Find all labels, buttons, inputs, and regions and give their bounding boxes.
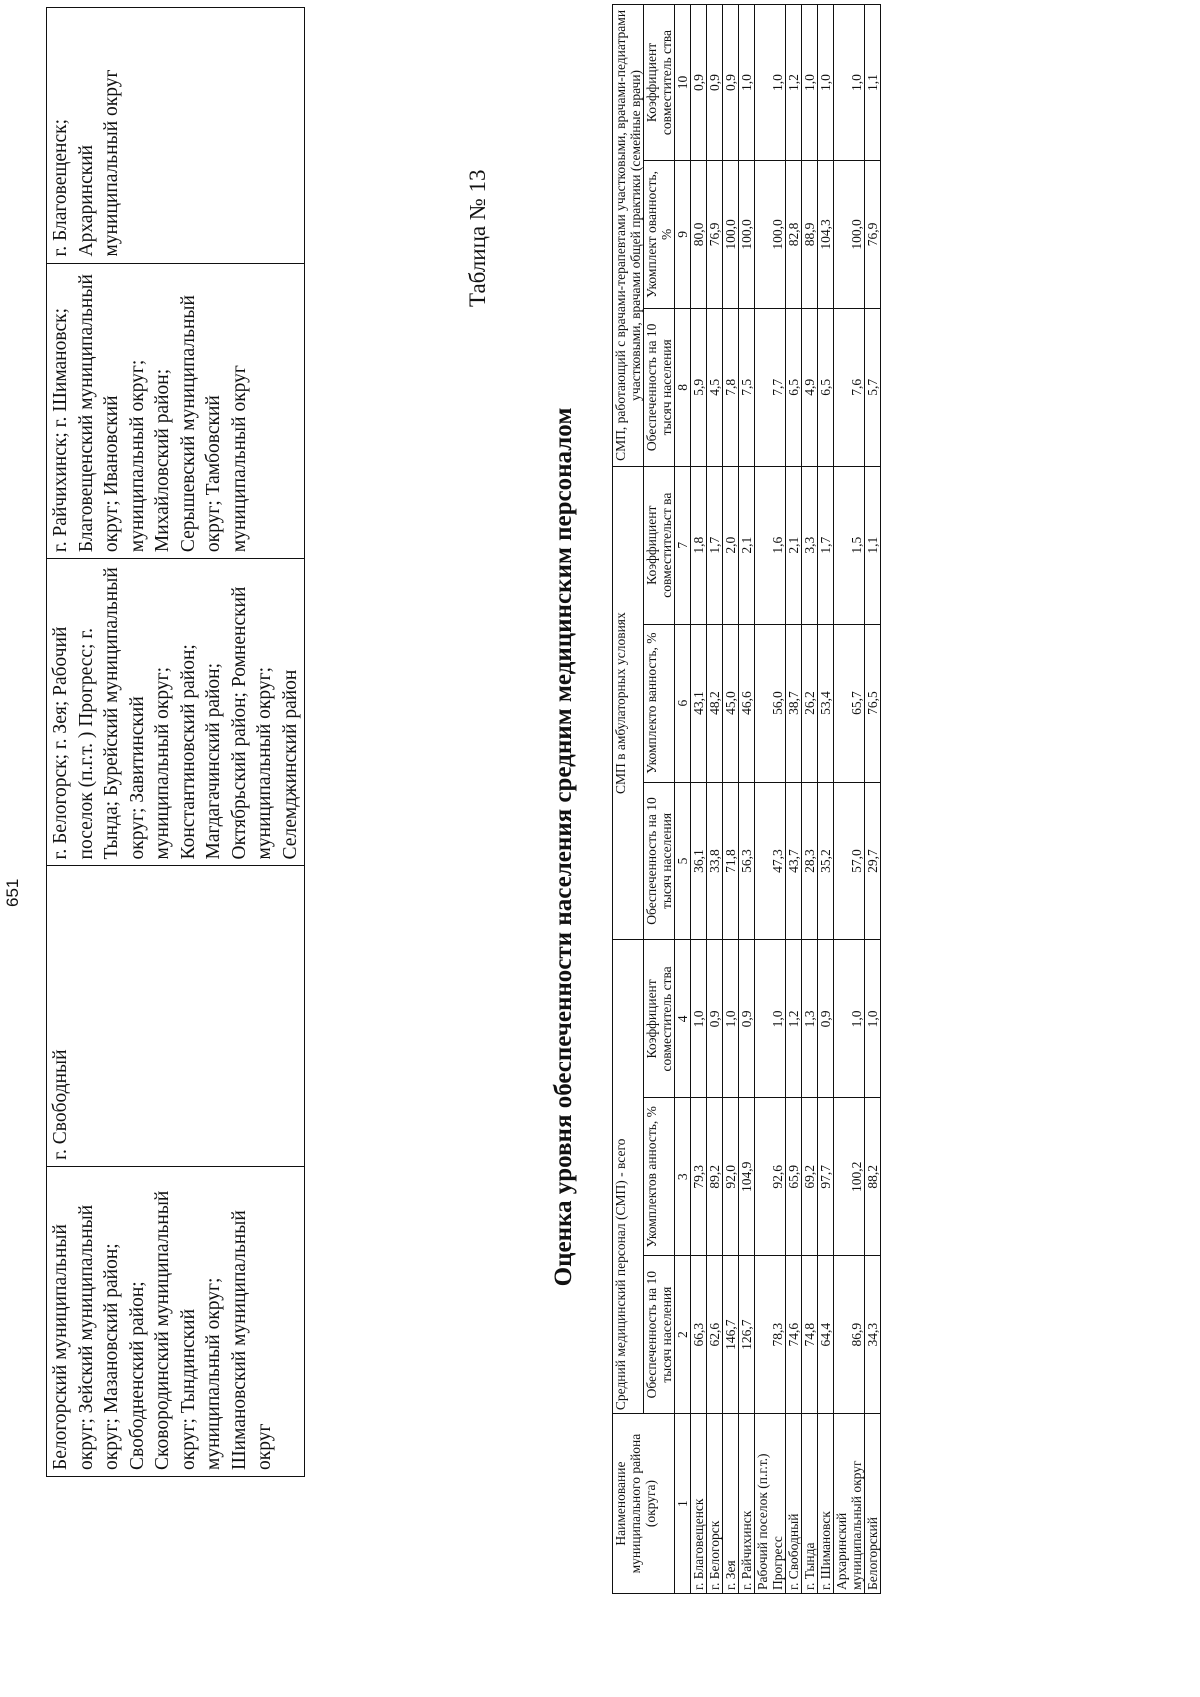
column-index: 6 bbox=[675, 624, 691, 782]
table-cell: 76,9 bbox=[707, 160, 723, 308]
table-cell: 36,1 bbox=[691, 782, 707, 940]
table-cell: 56,0 bbox=[755, 624, 786, 782]
table-cell: 100,0 bbox=[723, 160, 739, 308]
table-cell: 69,2 bbox=[802, 1098, 818, 1256]
table-cell: 1,7 bbox=[818, 466, 834, 624]
table-cell: 5,9 bbox=[691, 308, 707, 466]
table-row bbox=[786, 5, 802, 1594]
group-cell-2: г. Свободный bbox=[47, 866, 305, 1166]
table-cell: 43,7 bbox=[786, 782, 802, 940]
group-cell-4: г. Райчихинск; г. Шимановск; Благовещенский муниципальный округ; Ивановский муниципальный округ; Михайловский район; Серышевский муниципальный округ; Тамбовский муниципальный округ bbox=[47, 263, 305, 559]
municipality-name: Белогорский bbox=[865, 1414, 881, 1594]
table-cell: 1,6 bbox=[755, 466, 786, 624]
table-cell: 26,2 bbox=[802, 624, 818, 782]
sub-header: Укомплект ованность, % bbox=[644, 160, 675, 308]
column-index: 4 bbox=[675, 940, 691, 1098]
table-cell: 46,6 bbox=[739, 624, 755, 782]
table-cell: 65,7 bbox=[834, 624, 865, 782]
table-cell: 1,5 bbox=[834, 466, 865, 624]
table-cell: 56,3 bbox=[739, 782, 755, 940]
table-cell: 48,2 bbox=[707, 624, 723, 782]
table-cell: 1,0 bbox=[755, 940, 786, 1098]
municipality-name: г. Тында bbox=[802, 1414, 818, 1594]
table-cell: 1,0 bbox=[739, 5, 755, 161]
sub-header: Укомплекто ванность, % bbox=[644, 624, 675, 782]
table-cell: 7,6 bbox=[834, 308, 865, 466]
table-cell: 92,6 bbox=[755, 1098, 786, 1256]
table-cell: 104,3 bbox=[818, 160, 834, 308]
table-cell: 71,8 bbox=[723, 782, 739, 940]
table-cell: 1,2 bbox=[786, 940, 802, 1098]
sub-header: Обеспеченность на 10 тысяч населения bbox=[644, 782, 675, 940]
table-cell: 78,3 bbox=[755, 1256, 786, 1414]
group-cell-5: г. Благовещенск; Архаринский муниципальный округ bbox=[47, 8, 305, 264]
table-cell: 1,0 bbox=[818, 5, 834, 161]
table-cell: 29,7 bbox=[865, 782, 881, 940]
sub-header: Коэффициент совместитель ства bbox=[644, 940, 675, 1098]
table-cell: 76,9 bbox=[865, 160, 881, 308]
table-cell: 97,7 bbox=[818, 1098, 834, 1256]
table-cell: 0,9 bbox=[691, 5, 707, 161]
table-cell: 80,0 bbox=[691, 160, 707, 308]
table-cell: 89,2 bbox=[707, 1098, 723, 1256]
group-cell-1: Белогорский муниципальный округ; Зейский муниципальный округ; Мазановский район; Свободненский район; Сковородинский муниципальный округ; Тындинский муниципальный округ; Шимановский муниципальный округ bbox=[47, 1166, 305, 1476]
column-index: 3 bbox=[675, 1098, 691, 1256]
table-cell: 86,9 bbox=[834, 1256, 865, 1414]
column-index: 1 bbox=[675, 1414, 691, 1594]
column-index: 8 bbox=[675, 308, 691, 466]
table-cell: 146,7 bbox=[723, 1256, 739, 1414]
table-cell: 76,5 bbox=[865, 624, 881, 782]
table-row bbox=[755, 5, 786, 1594]
table-cell: 4,5 bbox=[707, 308, 723, 466]
table-cell: 100,0 bbox=[755, 160, 786, 308]
table-cell: 100,0 bbox=[739, 160, 755, 308]
table-cell: 1,0 bbox=[865, 940, 881, 1098]
table-cell: 0,9 bbox=[818, 940, 834, 1098]
group-header-total: Средний медицинский персонал (СМП) - всего bbox=[613, 940, 644, 1414]
table-cell: 28,3 bbox=[802, 782, 818, 940]
table-cell: 53,4 bbox=[818, 624, 834, 782]
table-cell: 45,0 bbox=[723, 624, 739, 782]
table-cell: 33,8 bbox=[707, 782, 723, 940]
municipality-name: г. Благовещенск bbox=[691, 1414, 707, 1594]
table-cell: 7,5 bbox=[739, 308, 755, 466]
table-cell: 38,7 bbox=[786, 624, 802, 782]
table-cell: 0,9 bbox=[739, 940, 755, 1098]
group-row bbox=[47, 8, 305, 1477]
table-cell: 1,2 bbox=[786, 5, 802, 161]
municipality-name: Рабочий поселок (п.г.т.) Прогресс bbox=[755, 1414, 786, 1594]
table-cell: 1,1 bbox=[865, 466, 881, 624]
municipality-name: г. Райчихинск bbox=[739, 1414, 755, 1594]
table-cell: 100,2 bbox=[834, 1098, 865, 1256]
table-cell: 1,0 bbox=[834, 940, 865, 1098]
table-cell: 34,3 bbox=[865, 1256, 881, 1414]
column-index: 10 bbox=[675, 5, 691, 161]
table-cell: 1,1 bbox=[865, 5, 881, 161]
column-index: 5 bbox=[675, 782, 691, 940]
table-cell: 2,1 bbox=[739, 466, 755, 624]
municipality-name: г. Свободный bbox=[786, 1414, 802, 1594]
sub-header: Обеспеченность на 10 тысяч населения bbox=[644, 308, 675, 466]
table-cell: 1,0 bbox=[802, 5, 818, 161]
table-row bbox=[739, 5, 755, 1594]
table-cell: 92,0 bbox=[723, 1098, 739, 1256]
table-cell: 5,7 bbox=[865, 308, 881, 466]
sub-header: Обеспеченность на 10 тысяч населения bbox=[644, 1256, 675, 1414]
table-cell: 4,9 bbox=[802, 308, 818, 466]
table-title: Оценка уровня обеспеченности населения средним медицинским персоналом bbox=[550, 407, 577, 1287]
table-row bbox=[865, 5, 881, 1594]
table-row bbox=[723, 5, 739, 1594]
table-cell: 7,7 bbox=[755, 308, 786, 466]
table-cell: 7,8 bbox=[723, 308, 739, 466]
column-index: 7 bbox=[675, 466, 691, 624]
table-cell: 104,9 bbox=[739, 1098, 755, 1256]
table-cell: 0,9 bbox=[707, 5, 723, 161]
table-cell: 74,8 bbox=[802, 1256, 818, 1414]
staffing-table bbox=[612, 4, 881, 1594]
group-cell-3: г. Белогорск; г. Зея; Рабочий поселок (п.г.т. ) Прогресс; г. Тында; Бурейский муниципальный округ; Завитинский муниципальный округ; Константиновский район; Магдагачинский район; Октябрьский район; Ромненский муниципальный округ; Селемджинский район bbox=[47, 559, 305, 866]
table-cell: 1,3 bbox=[802, 940, 818, 1098]
index-row bbox=[675, 5, 691, 1594]
municipality-name: г. Шимановск bbox=[818, 1414, 834, 1594]
table-cell: 2,0 bbox=[723, 466, 739, 624]
table-cell: 43,1 bbox=[691, 624, 707, 782]
column-index: 2 bbox=[675, 1256, 691, 1414]
table-cell: 3,3 bbox=[802, 466, 818, 624]
sub-header: Коэффициент совместительст ва bbox=[644, 466, 675, 624]
table-cell: 1,0 bbox=[691, 940, 707, 1098]
page-number: 651 bbox=[3, 878, 22, 907]
table-cell: 2,1 bbox=[786, 466, 802, 624]
table-row bbox=[802, 5, 818, 1594]
municipality-name: г. Зея bbox=[723, 1414, 739, 1594]
table-row bbox=[707, 5, 723, 1594]
table-cell: 0,9 bbox=[707, 940, 723, 1098]
group-header-therapists: СМП, работающий с врачами-терапевтами участковыми, врачами-педиатрами участковыми, врачами общей практики (семейные врачи) bbox=[613, 5, 644, 467]
table-row bbox=[691, 5, 707, 1594]
table-cell: 1,0 bbox=[834, 5, 865, 161]
column-index: 9 bbox=[675, 160, 691, 308]
municipality-name: Архаринский муниципальный округ bbox=[834, 1414, 865, 1594]
table-cell: 47,3 bbox=[755, 782, 786, 940]
table-cell: 1,0 bbox=[755, 5, 786, 161]
municipality-header: Наименование муниципального района (округа) bbox=[613, 1414, 675, 1594]
table-row bbox=[818, 5, 834, 1594]
table-cell: 1,7 bbox=[707, 466, 723, 624]
table-cell: 66,3 bbox=[691, 1256, 707, 1414]
table-cell: 100,0 bbox=[834, 160, 865, 308]
table-cell: 35,2 bbox=[818, 782, 834, 940]
group-header-row bbox=[613, 5, 644, 1594]
table-cell: 126,7 bbox=[739, 1256, 755, 1414]
group-table bbox=[46, 7, 305, 1477]
sub-header-row bbox=[644, 5, 675, 1594]
table-cell: 64,4 bbox=[818, 1256, 834, 1414]
table-number: Таблица № 13 bbox=[465, 169, 490, 307]
table-cell: 88,2 bbox=[865, 1098, 881, 1256]
table-cell: 82,8 bbox=[786, 160, 802, 308]
table-cell: 79,3 bbox=[691, 1098, 707, 1256]
table-cell: 88,9 bbox=[802, 160, 818, 308]
table-cell: 62,6 bbox=[707, 1256, 723, 1414]
table-row bbox=[834, 5, 865, 1594]
table-cell: 1,8 bbox=[691, 466, 707, 624]
table-cell: 1,0 bbox=[723, 940, 739, 1098]
sub-header: Коэффициент совместитель ства bbox=[644, 5, 675, 161]
table-cell: 65,9 bbox=[786, 1098, 802, 1256]
group-header-ambulatory: СМП в амбулаторных условиях bbox=[613, 466, 644, 940]
municipality-name: г. Белогорск bbox=[707, 1414, 723, 1594]
table-cell: 6,5 bbox=[818, 308, 834, 466]
table-cell: 0,9 bbox=[723, 5, 739, 161]
table-cell: 57,0 bbox=[834, 782, 865, 940]
table-cell: 74,6 bbox=[786, 1256, 802, 1414]
table-cell: 6,5 bbox=[786, 308, 802, 466]
sub-header: Укомплектов анность, % bbox=[644, 1098, 675, 1256]
